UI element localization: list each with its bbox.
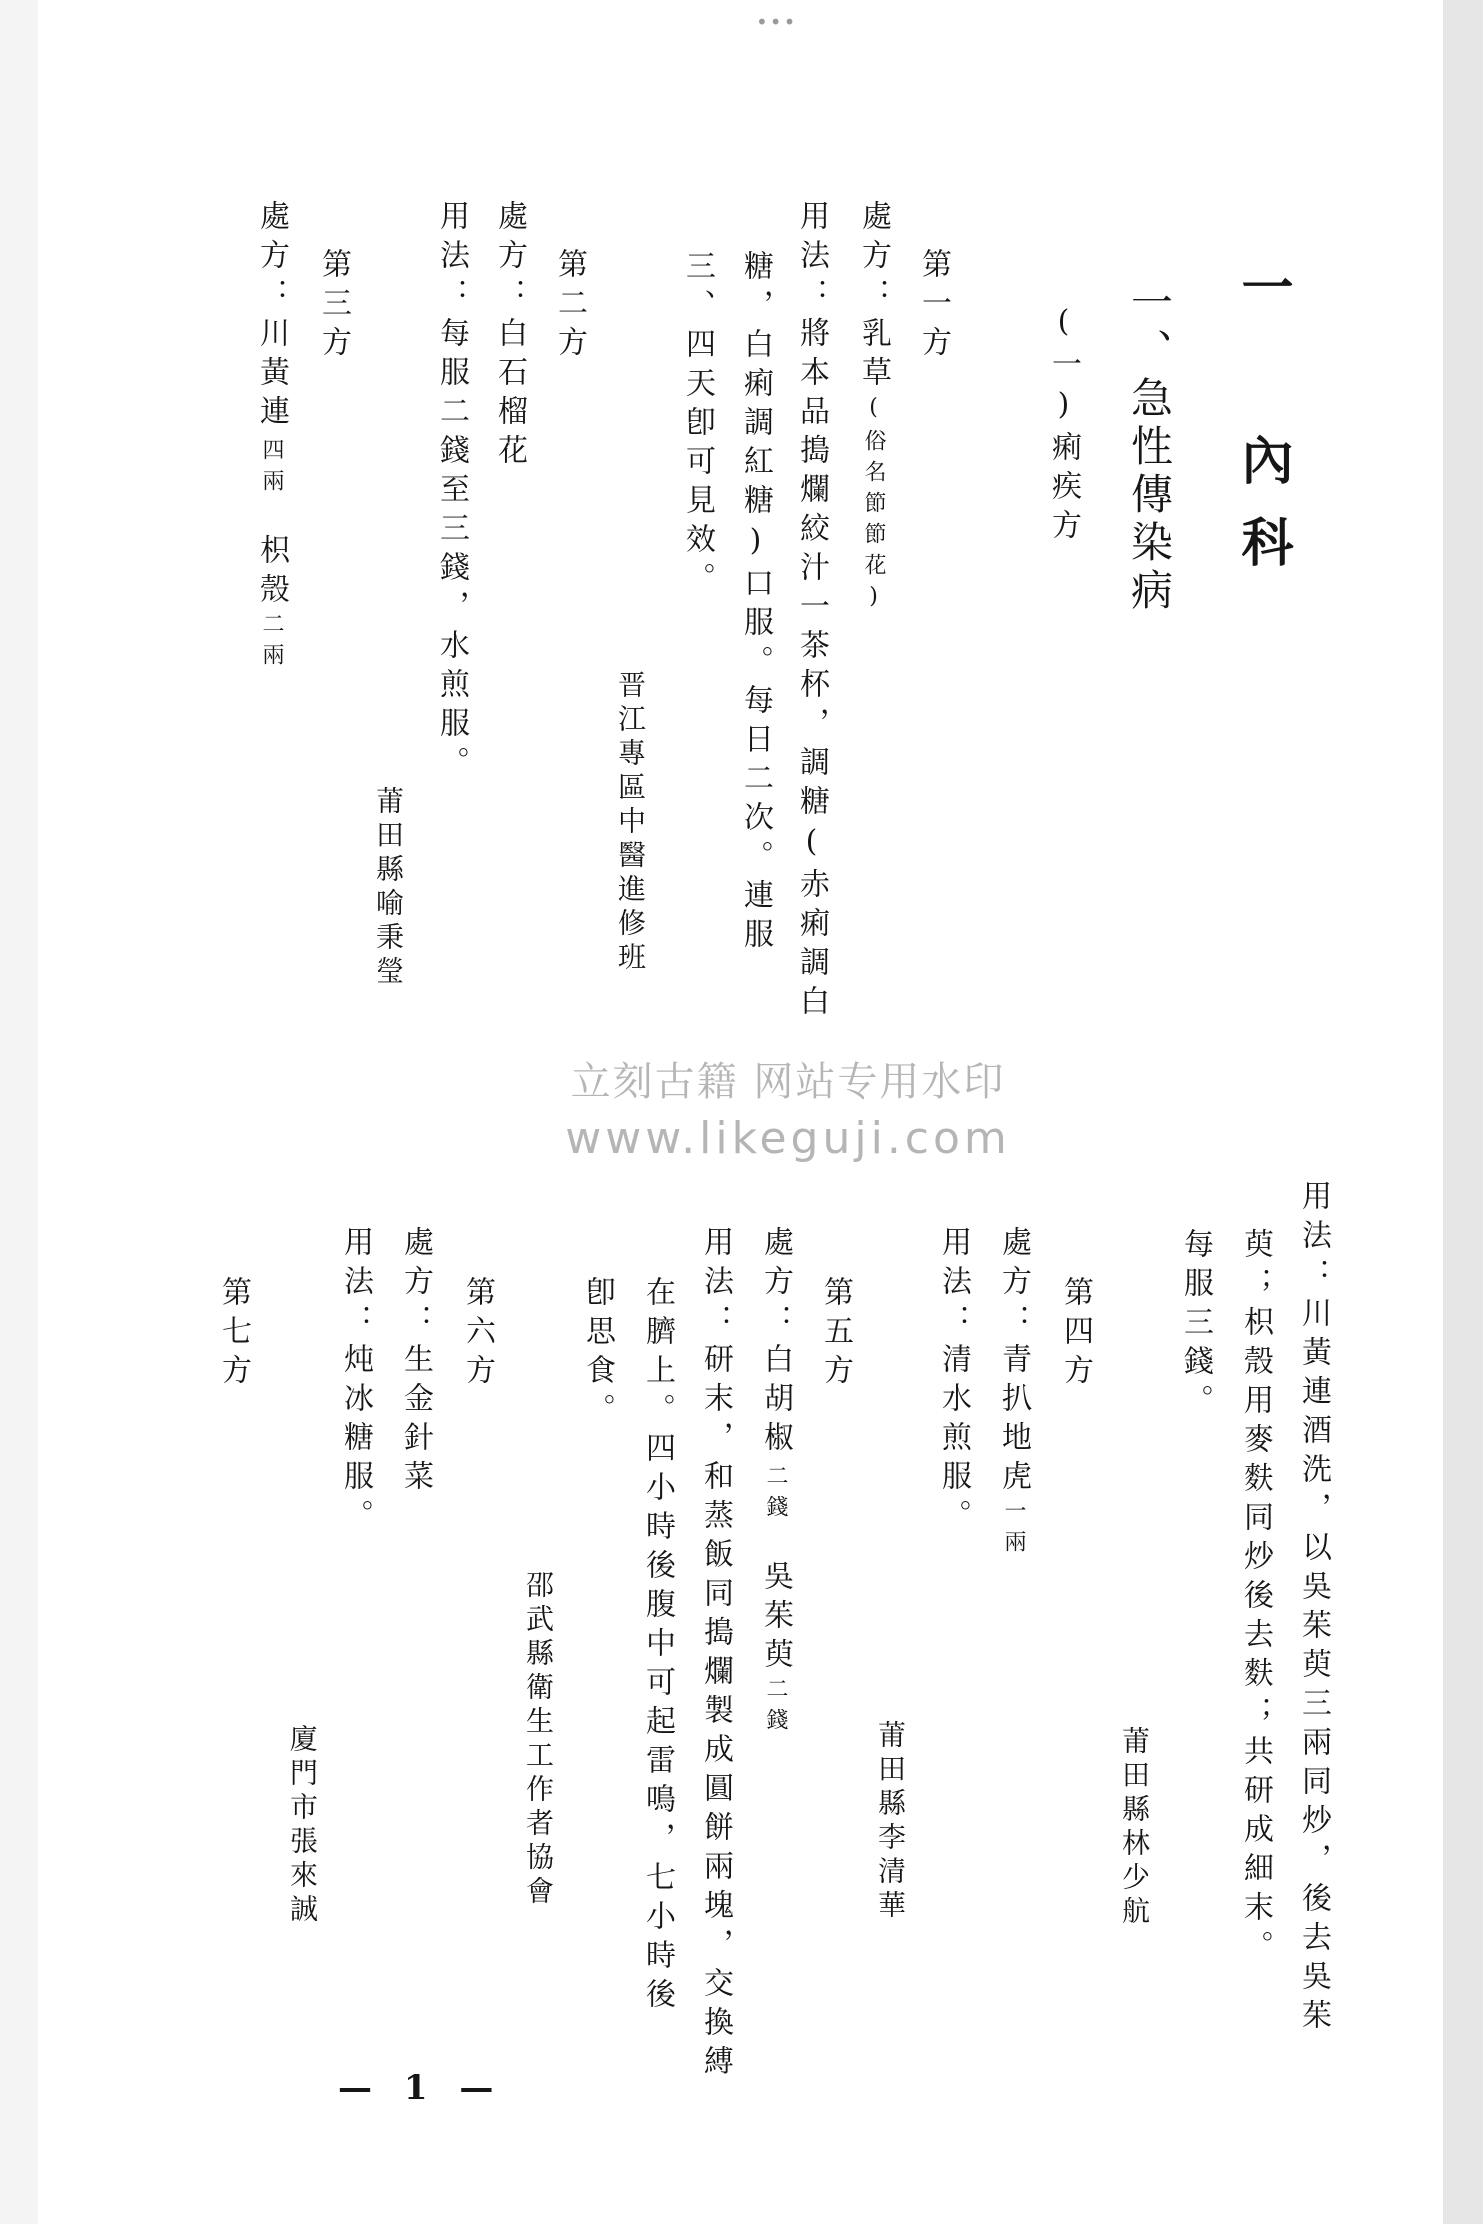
upper-half: [38, 200, 1443, 1080]
recipe-5-usage-3: 卽思食。: [580, 1276, 615, 1432]
recipe-6-prescription: 處方：生金針菜: [398, 1226, 433, 1499]
recipe-7-title: 第七方: [216, 1276, 251, 1393]
recipe-4-usage: 用法：清水煎服。: [936, 1226, 971, 1538]
recipe-1-usage-2: 糖，白痢調紅糖)口服。每日二次。連服: [738, 250, 773, 957]
page-edge: [1443, 0, 1483, 2224]
recipe-5-prescription: 處方：白胡椒二錢吳茱萸二錢: [758, 1226, 793, 1739]
watermark-line-2: www.likeguji.com: [565, 1113, 1011, 1164]
lower-half: [38, 1160, 1443, 2084]
recipe-6-title: 第六方: [460, 1276, 495, 1393]
recipe-5-credit: 邵武縣衛生工作者協會: [522, 1570, 555, 1910]
watermark-line-1: 立刻古籍 网站专用水印: [570, 1059, 1006, 1105]
recipe-1-prescription: 處方：乳草(俗名節節花): [856, 200, 891, 618]
recipe-5-title: 第五方: [818, 1276, 853, 1393]
recipe-1-title: 第一方: [916, 248, 951, 365]
recipe-1-usage-1: 用法：將本品搗爛絞汁一茶杯，調糖(赤痢調白: [794, 200, 829, 1024]
recipe-4-credit: 莆田縣李清華: [874, 1720, 907, 1924]
more-options-icon[interactable]: •••: [756, 10, 798, 34]
chapter-title: 一 內科: [1232, 260, 1293, 597]
recipe-5-usage-1: 用法：研末，和蒸飯同搗爛製成圓餅兩塊，交換縛: [698, 1226, 733, 2084]
recipe-2-title: 第二方: [552, 248, 587, 365]
section-title: 一、急性傳染病: [1125, 280, 1174, 616]
recipe-2-usage: 用法：每服二錢至三錢，水煎服。: [434, 200, 469, 785]
recipe-3-prescription: 處方：川黃連四兩枳殼二兩: [254, 200, 289, 674]
recipe-3-title: 第三方: [316, 248, 351, 365]
recipe-3-usage-3: 每服三錢。: [1178, 1228, 1213, 1423]
recipe-3-usage-1: 用法：川黃連酒洗，以吳茱萸三兩同炒，後去吳茱: [1296, 1180, 1331, 2038]
recipe-3-credit: 莆田縣林少航: [1118, 1726, 1151, 1930]
recipe-6-usage: 用法：炖冰糖服。: [338, 1226, 373, 1538]
page-number: — 1 —: [338, 2068, 504, 2108]
recipe-5-usage-2: 在臍上。四小時後腹中可起雷鳴，七小時後: [640, 1276, 675, 2017]
recipe-2-prescription: 處方：白石榴花: [492, 200, 527, 473]
recipe-2-credit: 莆田縣喻秉瑩: [372, 786, 405, 990]
recipe-1-usage-3: 三、四天卽可見效。: [680, 250, 715, 601]
subsection-title: (一)痢疾方: [1046, 304, 1081, 548]
recipe-7-credit: 廈門市張來誠: [286, 1724, 319, 1928]
recipe-3-usage-2: 萸；枳殼用麥麩同炒後去麩；共研成細末。: [1238, 1228, 1273, 1969]
recipe-1-credit: 晋江專區中醫進修班: [614, 670, 647, 976]
recipe-4-title: 第四方: [1058, 1276, 1093, 1393]
watermark: [528, 1050, 1048, 1164]
recipe-4-prescription: 處方：青扒地虎一兩: [996, 1226, 1031, 1561]
book-page: [38, 0, 1443, 2224]
